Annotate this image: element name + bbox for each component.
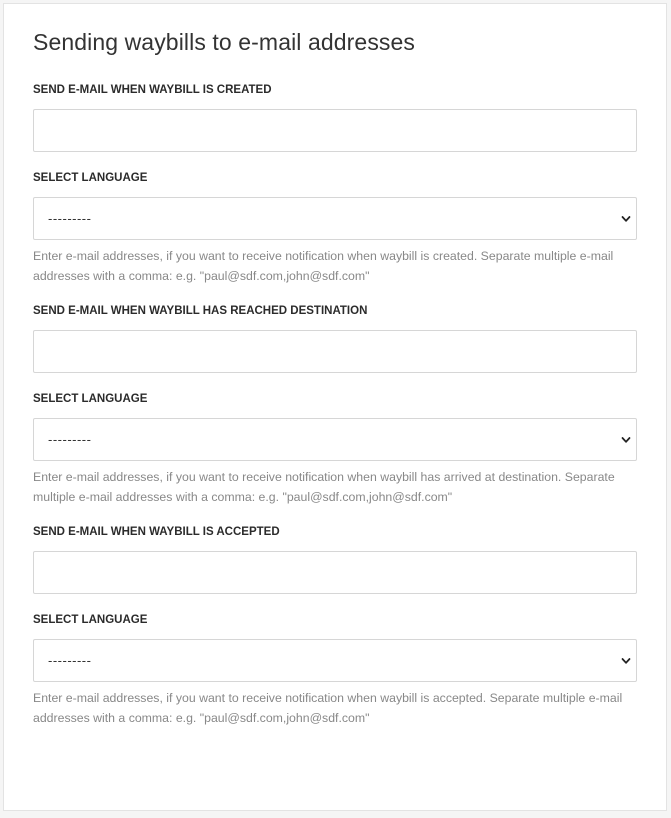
- destination-email-label: SEND E-MAIL WHEN WAYBILL HAS REACHED DESTINATION: [33, 305, 368, 317]
- destination-language-select[interactable]: [33, 418, 637, 461]
- accepted-help-text: Enter e-mail addresses, if you want to receive notification when waybill is accepted. Separate multiple e-mail addresses with a comma: e.g. "paul@sdf.com,john@sdf.com": [33, 691, 623, 725]
- chevron-down-icon: [620, 655, 632, 667]
- chevron-down-icon: [620, 434, 632, 446]
- section-title: Sending waybills to e-mail addresses: [33, 29, 416, 55]
- created-language-label: SELECT LANGUAGE: [33, 172, 148, 184]
- destination-language-value: ---------: [48, 432, 92, 447]
- created-language-value: ---------: [48, 211, 92, 226]
- created-email-input[interactable]: [33, 109, 637, 152]
- accepted-language-label: SELECT LANGUAGE: [33, 614, 148, 626]
- accepted-email-label: SEND E-MAIL WHEN WAYBILL IS ACCEPTED: [33, 526, 280, 538]
- created-language-select[interactable]: [33, 197, 637, 240]
- destination-language-label: SELECT LANGUAGE: [33, 393, 148, 405]
- waybill-email-settings-panel: [3, 3, 667, 811]
- accepted-language-select[interactable]: [33, 639, 637, 682]
- accepted-email-input[interactable]: [33, 551, 637, 594]
- created-help-text: Enter e-mail addresses, if you want to receive notification when waybill is created. Separate multiple e-mail addresses with a comma: e.g. "paul@sdf.com,john@sdf.com": [33, 249, 614, 283]
- destination-help-text: Enter e-mail addresses, if you want to receive notification when waybill has arrived at destination. Separate multiple e-mail addresses with a comma: e.g. "paul@sdf.com,john@sdf.com": [33, 470, 615, 504]
- created-email-label: SEND E-MAIL WHEN WAYBILL IS CREATED: [33, 84, 272, 96]
- chevron-down-icon: [620, 213, 632, 225]
- destination-email-input[interactable]: [33, 330, 637, 373]
- accepted-language-value: ---------: [48, 653, 92, 668]
